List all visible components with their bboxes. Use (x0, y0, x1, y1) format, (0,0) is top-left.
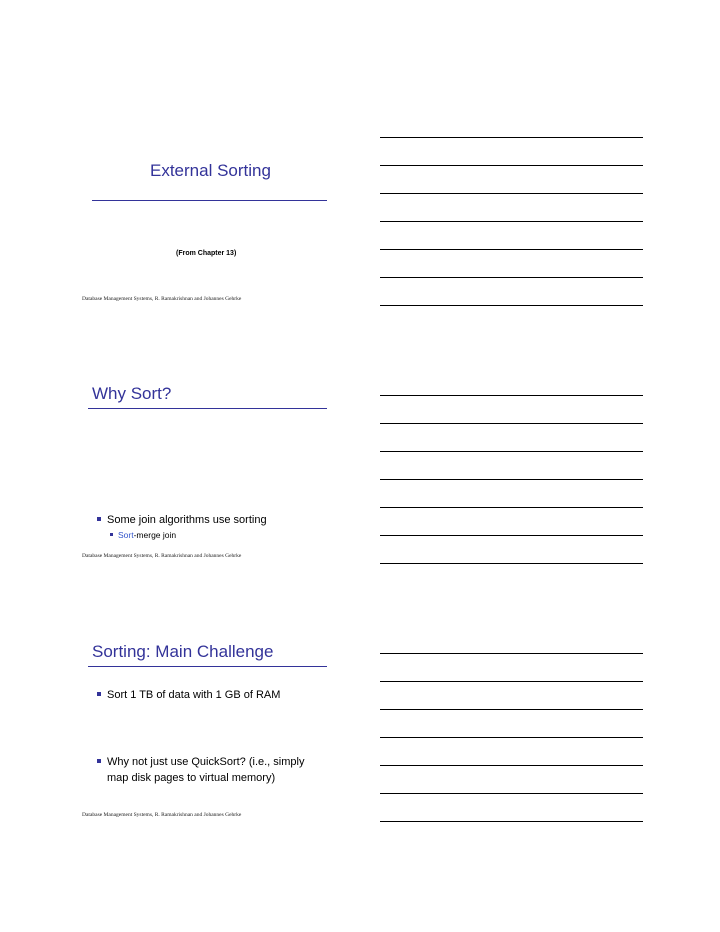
bullet-icon (110, 533, 113, 536)
bullet-text-line-1: Why not just use QuickSort? (i.e., simply (107, 756, 305, 768)
notes-line (380, 137, 643, 138)
slide-subtitle: (From Chapter 13) (176, 250, 237, 257)
notes-line (380, 507, 643, 508)
bullet-item (107, 754, 304, 786)
notes-line (380, 423, 643, 424)
bullet-icon (97, 692, 101, 696)
notes-line (380, 653, 643, 654)
notes-line (380, 249, 643, 250)
notes-line (380, 451, 643, 452)
bullet-icon (97, 759, 101, 763)
slide-footer: Database Management Systems, R. Ramakrishnan and Johannes Gehrke (82, 553, 242, 559)
title-underline (92, 200, 327, 201)
sub-bullet-item (118, 530, 176, 540)
notes-line (380, 535, 643, 536)
notes-line (380, 709, 643, 710)
notes-line (380, 479, 643, 480)
bullet-icon (97, 517, 101, 521)
slide-title: External Sorting (150, 161, 271, 180)
notes-line (380, 563, 643, 564)
slide-footer: Database Management Systems, R. Ramakrishnan and Johannes Gehrke (82, 812, 242, 818)
sub-bullet-text: -merge join (133, 530, 177, 540)
slide-title: Sorting: Main Challenge (92, 642, 274, 661)
notes-line (380, 221, 643, 222)
title-underline (88, 666, 327, 667)
notes-line (380, 193, 643, 194)
bullet-item (107, 687, 280, 703)
sub-bullet-accent: Sort (118, 530, 134, 540)
slide-footer: Database Management Systems, R. Ramakrishnan and Johannes Gehrke (82, 296, 242, 302)
bullet-text: Some join algorithms use sorting (107, 514, 267, 526)
notes-line (380, 821, 643, 822)
notes-line (380, 305, 643, 306)
bullet-item (107, 512, 267, 528)
bullet-text-line-2: map disk pages to virtual memory) (107, 772, 276, 784)
notes-line (380, 793, 643, 794)
notes-line (380, 737, 643, 738)
bullet-text: Sort 1 TB of data with 1 GB of RAM (107, 689, 281, 701)
notes-line (380, 395, 643, 396)
notes-line (380, 765, 643, 766)
title-underline (88, 408, 327, 409)
slide-title: Why Sort? (92, 384, 172, 403)
notes-line (380, 277, 643, 278)
notes-line (380, 165, 643, 166)
notes-line (380, 681, 643, 682)
